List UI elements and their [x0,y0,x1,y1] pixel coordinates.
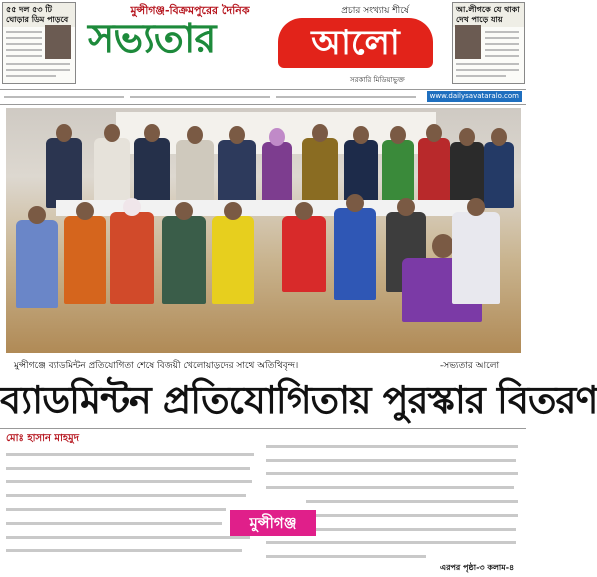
logo-title-part1: সভ্যতার [88,16,216,62]
masthead-tagline: মুন্সীগঞ্জ-বিক্রমপুরের দৈনিক [130,4,250,17]
left-ear-headline: ৫৫ দল ৫৩ টি ঘোড়ার ডিম পাড়বে [3,3,75,27]
location-badge: মুন্সীগঞ্জ [230,510,316,536]
media-tag: সরকারি মিডিয়াভুক্ত [350,76,405,84]
photo-credit: -সভ্যতার আলো [440,361,500,371]
article-column-right [266,434,520,569]
article-byline: মোঃ হাসান মাহমুদ [6,433,79,444]
continued-note: এরপর পৃষ্ঠা-৩ কলাম-৪ [440,563,515,572]
logo-title-part2-badge [278,18,433,68]
masthead-slogan: প্রচার সংখ্যায় শীর্ষে [341,6,409,16]
right-ear-box [452,2,525,84]
article-column-left [6,442,256,563]
left-ear-box [2,2,76,84]
photo-caption: মুন্সীগঞ্জে ব্যাডমিন্টন প্রতিযোগিতা শেষে বিজয়ী খেলোয়াড়দের সাথে অতিথিবৃন্দ। [14,361,299,371]
right-ear-headline: আ.লীগকে যে থাকা দেখ পাড়ে যায় [453,3,524,27]
main-headline: ব্যাডমিন্টন প্রতিযোগিতায় পুরস্কার বিতরণ [0,378,597,422]
logo-title-part2: আলো [311,23,400,63]
right-ear-photo [455,25,481,59]
website-url: www.dailysavataralo.com [427,91,522,102]
issue-info-bar [0,89,526,105]
main-photo [6,108,521,353]
left-ear-photo [45,25,71,59]
headline-rule [0,428,526,429]
masthead [0,0,526,88]
